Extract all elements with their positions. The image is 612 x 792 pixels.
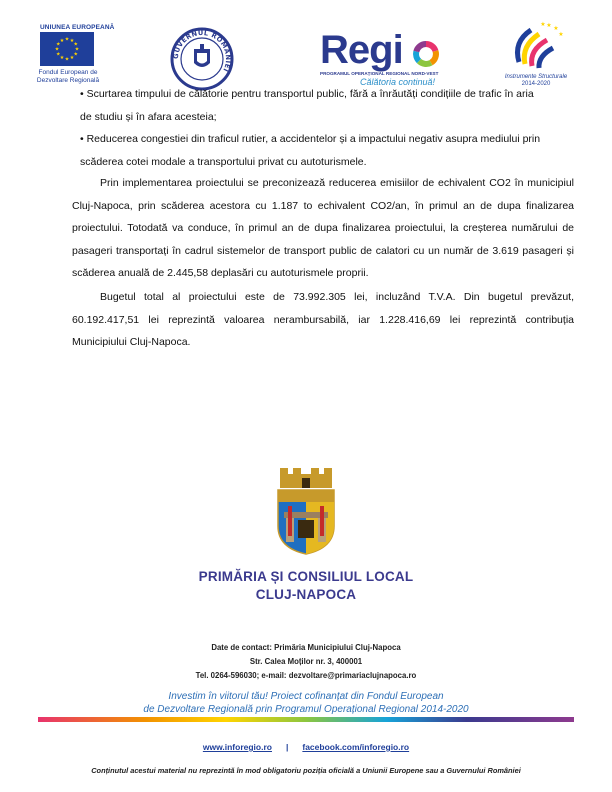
regio-logo-text: Regi — [320, 28, 403, 72]
eu-fund-caption: Fondul European de Dezvoltare Regională — [36, 69, 100, 84]
contact-line: Date de contact: Primăria Municipiului Cluj-Napoca — [211, 643, 401, 652]
structural-instruments-title: Instrumente Structurale — [504, 74, 568, 80]
svg-text:★: ★ — [546, 22, 552, 29]
gov-seal-text: GUVERNUL ROMÂNIEI — [171, 28, 233, 74]
svg-text:★: ★ — [74, 46, 80, 53]
regio-program-caption: PROGRAMUL OPERAȚIONAL REGIONAL NORD-VEST — [320, 71, 439, 76]
structural-instruments-logo — [505, 18, 569, 76]
inforegio-facebook-link[interactable]: facebook.com/inforegio.ro — [302, 742, 410, 752]
bullet-line: de studiu și în afara acesteia; — [80, 110, 217, 123]
paragraph-budget: Bugetul total al proiectului este de 73.992.305 lei, incluzând T.V.A. Din bugetul prevăzut, 60.192.417,51 lei reprezintă valoarea nerambursabilă, iar 1.228.416,69 lei reprezintă contribuția Municipiului Cluj-Napoca. — [72, 291, 574, 348]
svg-text:★: ★ — [64, 56, 70, 63]
svg-text:★: ★ — [73, 51, 78, 58]
svg-text:★: ★ — [59, 55, 65, 62]
structural-instruments-years: 2014-2020 — [521, 81, 551, 87]
eu-disclaimer: Conținutul acestui material nu reprezintă în mod obligatoriu poziția oficială a Uniunii Europene sau a Guvernului României — [91, 766, 521, 775]
contact-phone-email: Tel. 0264-596030; e-mail: dezvoltare@primariaclujnapoca.ro — [195, 671, 417, 680]
regio-slogan: Călătoria continuă! — [360, 77, 436, 87]
eu-flag-logo — [40, 32, 94, 66]
city-hall-title-line1: PRIMĂRIA ȘI CONSILIUL LOCAL — [198, 569, 414, 584]
city-hall-title-line2: CLUJ-NAPOCA — [255, 587, 357, 602]
link-separator: | — [285, 742, 289, 752]
regio-color-bar — [38, 717, 574, 722]
svg-text:★: ★ — [56, 51, 61, 58]
svg-text:★: ★ — [69, 55, 75, 62]
svg-text:★: ★ — [540, 21, 546, 28]
footer-links — [100, 742, 512, 752]
svg-text:★: ★ — [558, 31, 564, 38]
svg-text:★: ★ — [64, 36, 70, 43]
government-seal-logo — [170, 27, 234, 91]
bullet-line: scăderea cotei modale a transportului privat cu autoturismele. — [80, 155, 367, 168]
svg-text:★: ★ — [73, 41, 78, 48]
cofinancing-statement-line2: de Dezvoltare Regională prin Programul Operațional Regional 2014-2020 — [143, 704, 469, 715]
svg-text:★: ★ — [59, 37, 65, 44]
inforegio-site-link[interactable]: www.inforegio.ro — [202, 742, 272, 752]
regio-color-ring-icon — [412, 40, 440, 68]
paragraph-emissions: Prin implementarea proiectului se preconizează reducerea emisiilor de echivalent CO2 în municipiul Cluj-Napoca, prin scăderea acestora cu 1.187 to echivalent CO2/an, în primul an de dupa finalizarea proiectului. Totodată va conduce, în primul an de dupa finalizarea proiectului, la creșterea numărului de pasageri transportați în cadrul sistemelor de transport public de calatori cu un număr de 3.619 pasageri și scăderea anuală de 2.445,58 deplasări cu autoturismele proprii. — [72, 177, 574, 279]
eu-title: UNIUNEA EUROPEANĂ — [40, 24, 115, 31]
bullet-item — [80, 83, 574, 128]
cofinancing-statement-line1: Investim în viitorul tău! Proiect cofinanțat din Fondul European — [168, 691, 444, 702]
contact-address: Str. Calea Moților nr. 3, 400001 — [249, 657, 363, 666]
svg-text:★: ★ — [69, 37, 75, 44]
cluj-napoca-coat-of-arms — [274, 468, 338, 556]
svg-text:★: ★ — [553, 25, 559, 32]
svg-text:★: ★ — [56, 41, 61, 48]
svg-text:★: ★ — [54, 46, 60, 53]
bullet-line: • Scurtarea timpului de călătorie pentru transportul public, fără a înrăutăți condițiile de trafic în aria — [80, 88, 534, 100]
bullet-line: • Reducerea congestiei din traficul rutier, a accidentelor și a impactului negativ asupra mediului prin — [80, 133, 541, 145]
bullet-item — [80, 128, 574, 173]
